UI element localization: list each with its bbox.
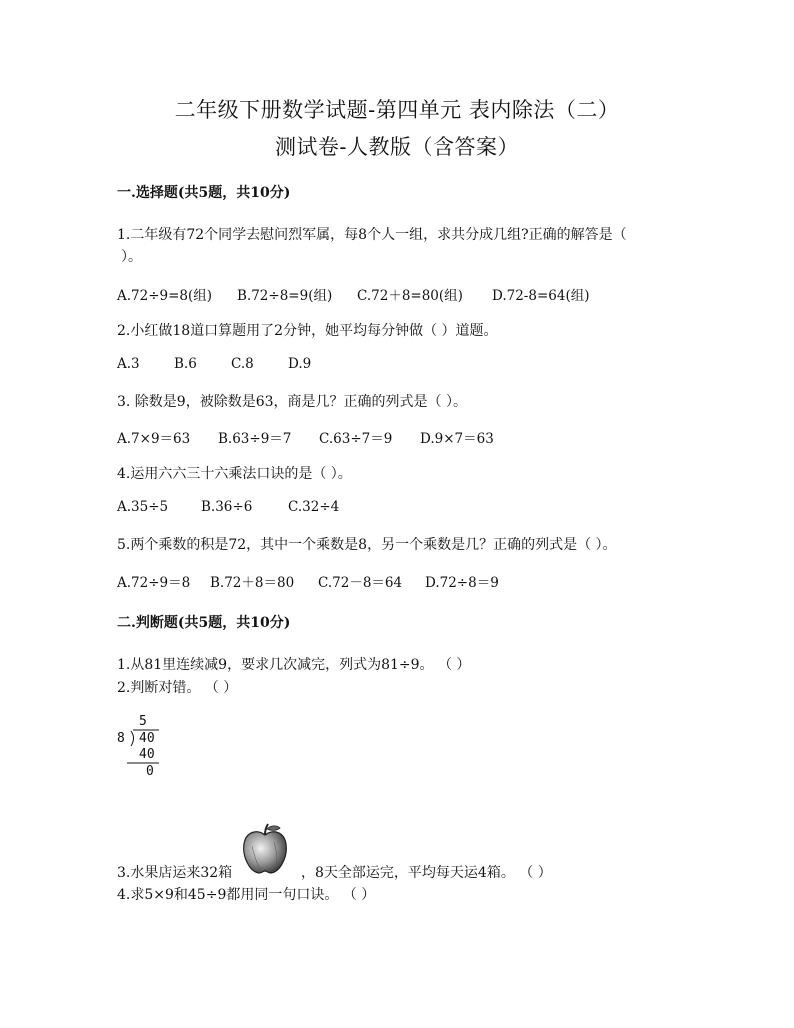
question-1-options: [117, 284, 590, 304]
judgement-1-text: 1.从81里连续减9，要求几次减完，列式为81÷9。 （ ）: [117, 657, 471, 673]
question-2-text: 2.小红做18道口算题用了2分钟，她平均每分钟做（ ）道题。: [117, 323, 498, 339]
option-c: C.8: [231, 356, 254, 372]
option-a: A.35÷5: [117, 499, 169, 515]
division-bracket-lines: [117, 714, 177, 784]
divisor: 8: [117, 731, 125, 746]
quotient: 5: [139, 714, 147, 729]
apple-image: [240, 822, 290, 876]
question-1-text-end: ）。: [121, 249, 142, 265]
judgement-4-text: 4.求5×9和45÷9都用同一句口诀。 （ ）: [117, 887, 376, 903]
question-2-options: [117, 356, 311, 372]
option-d: D.72÷8＝9: [425, 575, 499, 591]
product: 40: [139, 747, 155, 762]
judgement-2-text: 2.判断对错。 （ ）: [117, 680, 238, 696]
option-b: B.36÷6: [201, 499, 253, 515]
option-d: D.72-8=64(组): [492, 288, 590, 304]
option-c: C.63÷7＝9: [319, 431, 393, 447]
document-title-line1: 二年级下册数学试题-第四单元 表内除法（二）: [174, 98, 620, 122]
option-c: C.72＋8=80(组): [357, 288, 463, 304]
question-4-options: [117, 499, 339, 515]
remainder: 0: [146, 764, 154, 779]
question-3-text: 3. 除数是9，被除数是63，商是几？正确的列式是（ ）。: [117, 394, 467, 410]
judgement-3-text-end: ，8天全部运完，平均每天运4箱。 （ ）: [301, 865, 552, 881]
option-d: D.9×7＝63: [420, 431, 494, 447]
section-heading-judgement: 二.判断题(共5题，共10分): [117, 615, 291, 631]
section-heading-choice: 一.选择题(共5题，共10分): [117, 185, 291, 201]
question-5-options: [117, 571, 499, 591]
option-b: B.63÷9＝7: [218, 431, 292, 447]
option-a: A.3: [117, 356, 140, 372]
question-1-text: 1.二年级有72个同学去慰问烈军属，每8个人一组，求共分成几组?正确的解答是（: [117, 227, 627, 243]
dividend: 40: [139, 731, 155, 746]
option-c: C.72－8＝64: [318, 575, 403, 591]
option-b: B.72÷8=9(组): [237, 288, 333, 304]
judgement-3-text-start: 3.水果店运来32箱: [117, 865, 233, 881]
option-a: A.72÷9=8(组): [117, 288, 213, 304]
option-c: C.32÷4: [288, 499, 340, 515]
option-b: B.72＋8＝80: [210, 575, 295, 591]
question-4-text: 4.运用六六三十六乘法口诀的是（ ）。: [117, 466, 352, 482]
long-division-figure: [117, 714, 177, 784]
option-d: D.9: [288, 356, 312, 372]
question-3-options: [117, 427, 494, 447]
option-a: A.72÷9＝8: [117, 575, 191, 591]
question-5-text: 5.两个乘数的积是72，其中一个乘数是8，另一个乘数是几？正确的列式是（ ）。: [117, 537, 617, 553]
option-b: B.6: [174, 356, 197, 372]
document-title-line2: 测试卷-人教版（含答案）: [274, 135, 520, 159]
option-a: A.7×9＝63: [117, 431, 191, 447]
